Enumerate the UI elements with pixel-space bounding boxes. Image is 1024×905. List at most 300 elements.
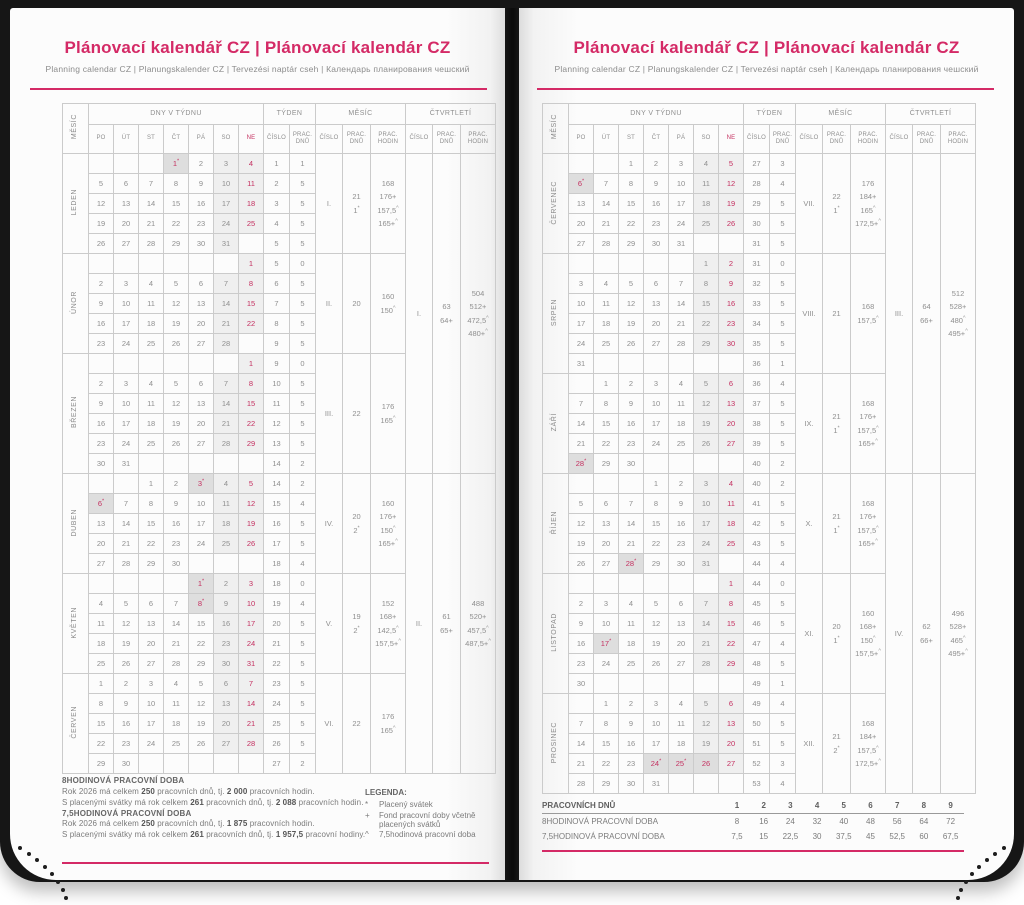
day-cell: 24 (139, 734, 164, 754)
day-cell: 4 (89, 594, 114, 614)
lookup-header-value: 2 (750, 798, 777, 814)
day-cell: 15 (644, 514, 669, 534)
day-cell: 22 (594, 754, 619, 774)
day-cell: 22 (139, 534, 164, 554)
day-cell: 4 (139, 374, 164, 394)
header-day-6: NE (239, 125, 264, 154)
week-number-cell: 5 (264, 234, 290, 254)
day-cell: 20 (189, 414, 214, 434)
week-workdays-cell: 1 (770, 674, 796, 694)
week-number-cell: 16 (264, 514, 290, 534)
week-workdays-cell: 5 (290, 174, 316, 194)
day-cell: 10 (569, 294, 594, 314)
day-cell: 22 (239, 314, 264, 334)
day-cell: 28 (669, 334, 694, 354)
day-cell: 12 (569, 514, 594, 534)
day-cell: 9 (619, 394, 644, 414)
lookup-row-label: 8HODINOVÁ PRACOVNÍ DOBA (542, 817, 659, 826)
day-cell: 7 (214, 274, 239, 294)
lookup-value: 7,5 (731, 832, 743, 841)
mesic-vertical-label: MĚSÍC (551, 114, 559, 140)
month-number-cell: I. (316, 154, 343, 254)
week-workdays-cell: 5 (290, 274, 316, 294)
day-cell: 13 (719, 714, 744, 734)
week-workdays-cell: 5 (770, 234, 796, 254)
footer-line: Rok 2026 má celkem 250 pracovních dnů, tj. 2 000 pracovních hodin. (62, 786, 315, 796)
month-workdays-cell: 22 1* (823, 154, 851, 254)
week-workdays-cell: 5 (290, 634, 316, 654)
day-cell: 12 (164, 394, 189, 414)
week-workdays-cell: 5 (290, 234, 316, 254)
day-cell: 22 (644, 534, 669, 554)
week-row (543, 154, 976, 174)
week-number-cell: 22 (264, 654, 290, 674)
day-cell (619, 574, 644, 594)
day-cell: 31 (114, 454, 139, 474)
day-cell: 14 (164, 614, 189, 634)
week-number-cell: 14 (264, 474, 290, 494)
day-cell: 9 (619, 714, 644, 734)
day-cell: 4 (594, 274, 619, 294)
day-cell: 23 (619, 434, 644, 454)
hours-lookup-table (542, 798, 964, 844)
week-number-cell: 36 (744, 374, 770, 394)
week-number-cell: 31 (744, 234, 770, 254)
day-cell: 15 (139, 514, 164, 534)
day-cell (594, 574, 619, 594)
page-subtitle: Planning calendar CZ | Planungskalender CZ | Tervezési naptár cseh | Календарь планирования чешский (45, 64, 470, 74)
day-cell: 15 (594, 414, 619, 434)
day-cell: 9 (644, 174, 669, 194)
quarter-hours-cell: 512 528+ 480^ 495+^ (941, 154, 976, 474)
day-cell: 9 (214, 594, 239, 614)
header-quarter-number: ČÍSLO (886, 125, 913, 154)
day-cell: 16 (214, 614, 239, 634)
day-cell: 8 (719, 594, 744, 614)
day-cell: 17 (114, 314, 139, 334)
day-cell: 17 (114, 414, 139, 434)
day-cell: 15 (719, 614, 744, 634)
day-cell: 8 (594, 714, 619, 734)
month-workdays-cell: 21 2* (823, 694, 851, 794)
day-cell: 20 (644, 314, 669, 334)
week-workdays-cell: 5 (770, 214, 796, 234)
day-cell: 23 (189, 214, 214, 234)
day-cell (139, 454, 164, 474)
header-day-5: SO (214, 125, 239, 154)
day-cell: 24 (669, 214, 694, 234)
month-workdays-cell: 21 1* (343, 154, 371, 254)
month-number-cell: III. (316, 354, 343, 474)
day-cell: 24 (114, 334, 139, 354)
week-number-cell: 49 (744, 674, 770, 694)
lookup-value: 32 (812, 817, 822, 826)
day-cell: 17 (214, 194, 239, 214)
day-cell: 2 (719, 254, 744, 274)
header-month-hours: PRAC. HODIN (371, 125, 406, 154)
day-cell: 5 (644, 594, 669, 614)
day-cell (719, 774, 744, 794)
day-cell: 30 (569, 674, 594, 694)
day-cell: 4 (669, 694, 694, 714)
day-cell (694, 674, 719, 694)
day-cell: 3 (239, 574, 264, 594)
day-cell (569, 574, 594, 594)
day-cell: 25 (669, 434, 694, 454)
day-cell: 5 (89, 174, 114, 194)
lookup-value: 16 (759, 817, 769, 826)
lookup-row (542, 829, 964, 844)
perforation-dot (27, 852, 31, 856)
week-workdays-cell: 5 (290, 394, 316, 414)
day-cell (114, 474, 139, 494)
month-hours-cell: 176 165^ (371, 354, 406, 474)
week-workdays-cell: 5 (290, 294, 316, 314)
week-number-cell: 28 (744, 174, 770, 194)
lookup-value: 52,5 (889, 832, 905, 841)
day-cell: 6 (114, 174, 139, 194)
lookup-value: 45 (866, 832, 875, 841)
day-cell: 14 (619, 514, 644, 534)
week-workdays-cell: 4 (770, 634, 796, 654)
day-cell: 17 (239, 614, 264, 634)
day-cell (164, 254, 189, 274)
day-cell (214, 754, 239, 774)
day-cell: 8 (619, 174, 644, 194)
day-cell: 13 (594, 514, 619, 534)
lookup-value: 15 (759, 832, 769, 841)
day-cell: 12 (694, 714, 719, 734)
week-workdays-cell: 4 (770, 694, 796, 714)
day-cell: 14 (569, 734, 594, 754)
header-week-number: ČÍSLO (264, 125, 290, 154)
day-cell: 3 (644, 374, 669, 394)
week-workdays-cell: 5 (770, 194, 796, 214)
day-cell (694, 234, 719, 254)
day-cell: 1 (644, 474, 669, 494)
day-cell: 5 (694, 374, 719, 394)
day-cell: 7 (669, 274, 694, 294)
month-name: SRPEN (543, 254, 569, 374)
day-cell: 30 (719, 334, 744, 354)
day-cell: 6 (214, 674, 239, 694)
day-cell: 23 (89, 334, 114, 354)
month-number-cell: X. (796, 474, 823, 574)
calendar-table-left (62, 103, 496, 774)
header-week-group: TÝDEN (744, 104, 796, 125)
week-workdays-cell: 2 (290, 454, 316, 474)
day-cell: 17 (139, 714, 164, 734)
week-number-cell: 38 (744, 414, 770, 434)
day-cell: 6 (189, 374, 214, 394)
header-week-group: TÝDEN (264, 104, 316, 125)
day-cell: 28 (569, 774, 594, 794)
day-cell: 21 (694, 634, 719, 654)
day-cell: 20 (89, 534, 114, 554)
month-hours-cell: 176 165^ (371, 674, 406, 774)
day-cell: 3* (189, 474, 214, 494)
day-cell: 31 (644, 774, 669, 794)
day-cell: 1 (139, 474, 164, 494)
day-cell (214, 454, 239, 474)
day-cell: 13 (114, 194, 139, 214)
day-cell: 24 (644, 434, 669, 454)
day-cell: 6 (669, 594, 694, 614)
week-workdays-cell: 5 (290, 414, 316, 434)
day-cell: 20 (139, 634, 164, 654)
working-time-summary (62, 776, 489, 866)
week-workdays-cell: 5 (290, 514, 316, 534)
week-workdays-cell: 0 (290, 254, 316, 274)
week-number-cell: 41 (744, 494, 770, 514)
day-cell (594, 354, 619, 374)
perforation-dot (61, 888, 65, 892)
day-cell: 21 (139, 214, 164, 234)
day-cell: 12 (694, 394, 719, 414)
day-cell: 3 (694, 474, 719, 494)
week-number-cell: 46 (744, 614, 770, 634)
day-cell: 25 (619, 654, 644, 674)
legend-item (365, 811, 500, 829)
week-row (63, 154, 496, 174)
day-cell (164, 754, 189, 774)
week-workdays-cell: 3 (770, 754, 796, 774)
day-cell: 14 (139, 194, 164, 214)
day-cell: 28 (214, 434, 239, 454)
day-cell (669, 774, 694, 794)
week-workdays-cell: 5 (770, 734, 796, 754)
quarter-number-cell: IV. (886, 474, 913, 794)
day-cell: 24 (569, 334, 594, 354)
week-number-cell: 44 (744, 554, 770, 574)
day-cell: 6 (594, 494, 619, 514)
day-cell: 22 (89, 734, 114, 754)
day-cell: 9 (719, 274, 744, 294)
week-number-cell: 2 (264, 174, 290, 194)
day-cell: 23 (164, 534, 189, 554)
day-cell (189, 354, 214, 374)
week-workdays-cell: 4 (770, 174, 796, 194)
day-cell (694, 454, 719, 474)
day-cell: 21 (619, 534, 644, 554)
day-cell: 23 (89, 434, 114, 454)
perforation-dot (18, 846, 22, 850)
header-day-4: PÁ (189, 125, 214, 154)
week-number-cell: 30 (744, 214, 770, 234)
day-cell: 24 (189, 534, 214, 554)
week-number-cell: 36 (744, 354, 770, 374)
day-cell: 18 (214, 514, 239, 534)
month-number-cell: XI. (796, 574, 823, 694)
day-cell: 12 (164, 294, 189, 314)
day-cell: 16 (569, 634, 594, 654)
day-cell: 27 (114, 234, 139, 254)
quarter-workdays-cell: 62 66+ (913, 474, 941, 794)
day-cell (644, 254, 669, 274)
legend (365, 788, 500, 841)
day-cell: 14 (594, 194, 619, 214)
footer-heading: 7,5HODINOVÁ PRACOVNÍ DOBA (62, 808, 192, 818)
header-day-2: ST (619, 125, 644, 154)
day-cell: 23 (719, 314, 744, 334)
header-days-group: DNY V TÝDNU (89, 104, 264, 125)
day-cell: 22 (594, 434, 619, 454)
day-cell: 28 (594, 234, 619, 254)
day-cell: 4 (239, 154, 264, 174)
perforation-dot (959, 888, 963, 892)
day-cell: 19 (89, 214, 114, 234)
day-cell: 20 (719, 414, 744, 434)
day-cell: 2 (114, 674, 139, 694)
day-cell: 11 (89, 614, 114, 634)
day-cell: 15 (694, 294, 719, 314)
lookup-header-value: 3 (777, 798, 804, 814)
week-workdays-cell: 5 (770, 294, 796, 314)
perforation-dot (1002, 846, 1006, 850)
day-cell: 28 (214, 334, 239, 354)
day-cell: 27 (594, 554, 619, 574)
perforation-dot (35, 858, 39, 862)
day-cell: 11 (139, 394, 164, 414)
day-cell: 25 (164, 734, 189, 754)
day-cell: 19 (189, 714, 214, 734)
day-cell: 25 (139, 434, 164, 454)
month-hours-cell: 168 184+ 157,5^ 172,5+^ (851, 694, 886, 794)
day-cell: 26 (619, 334, 644, 354)
day-cell: 30 (89, 454, 114, 474)
lookup-header-value: 6 (857, 798, 884, 814)
week-number-cell: 20 (264, 614, 290, 634)
day-cell (694, 574, 719, 594)
day-cell: 1 (719, 574, 744, 594)
week-workdays-cell: 0 (770, 254, 796, 274)
day-cell: 18 (594, 314, 619, 334)
week-workdays-cell: 2 (290, 754, 316, 774)
lookup-header-value: 5 (830, 798, 857, 814)
quarter-workdays-cell: 63 64+ (433, 154, 461, 474)
day-cell: 26 (89, 234, 114, 254)
day-cell: 5 (114, 594, 139, 614)
day-cell: 1 (239, 254, 264, 274)
week-workdays-cell: 0 (290, 354, 316, 374)
week-workdays-cell: 5 (770, 534, 796, 554)
day-cell: 2 (669, 474, 694, 494)
day-cell: 28 (114, 554, 139, 574)
month-workdays-cell: 21 1* (823, 474, 851, 574)
day-cell: 8 (89, 694, 114, 714)
header-quarter-number: ČÍSLO (406, 125, 433, 154)
day-cell: 27 (569, 234, 594, 254)
day-cell: 18 (669, 414, 694, 434)
week-workdays-cell: 5 (290, 434, 316, 454)
perforation-dot (56, 880, 60, 884)
day-cell: 3 (644, 694, 669, 714)
month-number-cell: VIII. (796, 254, 823, 374)
week-workdays-cell: 2 (770, 474, 796, 494)
header-month-number: ČÍSLO (796, 125, 823, 154)
month-name: KVĚTEN (63, 574, 89, 674)
day-cell (719, 554, 744, 574)
day-cell: 10 (189, 494, 214, 514)
day-cell: 12 (89, 194, 114, 214)
day-cell (214, 354, 239, 374)
day-cell: 28 (694, 654, 719, 674)
legend-label: Placený svátek (379, 800, 433, 809)
month-hours-cell: 176 184+ 165^ 172,5+^ (851, 154, 886, 254)
day-cell: 2 (89, 274, 114, 294)
day-cell (719, 454, 744, 474)
week-workdays-cell: 5 (290, 734, 316, 754)
day-cell (189, 454, 214, 474)
day-cell: 19 (619, 314, 644, 334)
day-cell (594, 674, 619, 694)
month-name: ČERVENEC (543, 154, 569, 254)
month-name: LEDEN (63, 154, 89, 254)
week-number-cell: 34 (744, 314, 770, 334)
day-cell: 6* (89, 494, 114, 514)
day-cell: 16 (619, 414, 644, 434)
day-cell: 8* (189, 594, 214, 614)
header-day-1: ÚT (114, 125, 139, 154)
day-cell: 18 (139, 414, 164, 434)
week-number-cell: 11 (264, 394, 290, 414)
day-cell: 17 (669, 194, 694, 214)
lookup-value: 72 (946, 817, 956, 826)
day-cell: 10 (669, 174, 694, 194)
perforation-dot (956, 896, 960, 900)
footer-heading: 8HODINOVÁ PRACOVNÍ DOBA (62, 776, 185, 785)
day-cell: 11 (619, 614, 644, 634)
header-quarter-workdays: PRAC. DNŮ (913, 125, 941, 154)
quarter-number-cell: I. (406, 154, 433, 474)
header-quarter-group: ČTVRTLETÍ (406, 104, 496, 125)
week-number-cell: 42 (744, 514, 770, 534)
day-cell: 8 (139, 494, 164, 514)
month-workdays-cell: 20 (343, 254, 371, 354)
week-workdays-cell: 5 (770, 714, 796, 734)
day-cell: 27 (644, 334, 669, 354)
footer-rule-left (62, 862, 489, 864)
day-cell: 30 (619, 454, 644, 474)
day-cell: 16 (719, 294, 744, 314)
legend-item (365, 830, 500, 839)
day-cell: 19 (719, 194, 744, 214)
day-cell: 2 (214, 574, 239, 594)
day-cell: 26 (644, 654, 669, 674)
day-cell: 3 (669, 154, 694, 174)
day-cell: 22 (694, 314, 719, 334)
week-workdays-cell: 5 (290, 654, 316, 674)
day-cell (694, 774, 719, 794)
week-number-cell: 23 (264, 674, 290, 694)
day-cell: 29 (619, 234, 644, 254)
day-cell: 24 (694, 534, 719, 554)
day-cell: 20 (189, 314, 214, 334)
lookup-value: 67,5 (942, 832, 959, 841)
week-number-cell: 51 (744, 734, 770, 754)
lookup-value: 8 (734, 817, 740, 826)
day-cell: 22 (619, 214, 644, 234)
month-workdays-cell: 20 2* (343, 474, 371, 574)
header-day-3: ČT (644, 125, 669, 154)
week-number-cell: 27 (264, 754, 290, 774)
week-number-cell: 3 (264, 194, 290, 214)
day-cell: 27 (89, 554, 114, 574)
day-cell: 10 (644, 714, 669, 734)
day-cell: 25 (214, 534, 239, 554)
day-cell: 27 (189, 434, 214, 454)
header-month-number: ČÍSLO (316, 125, 343, 154)
